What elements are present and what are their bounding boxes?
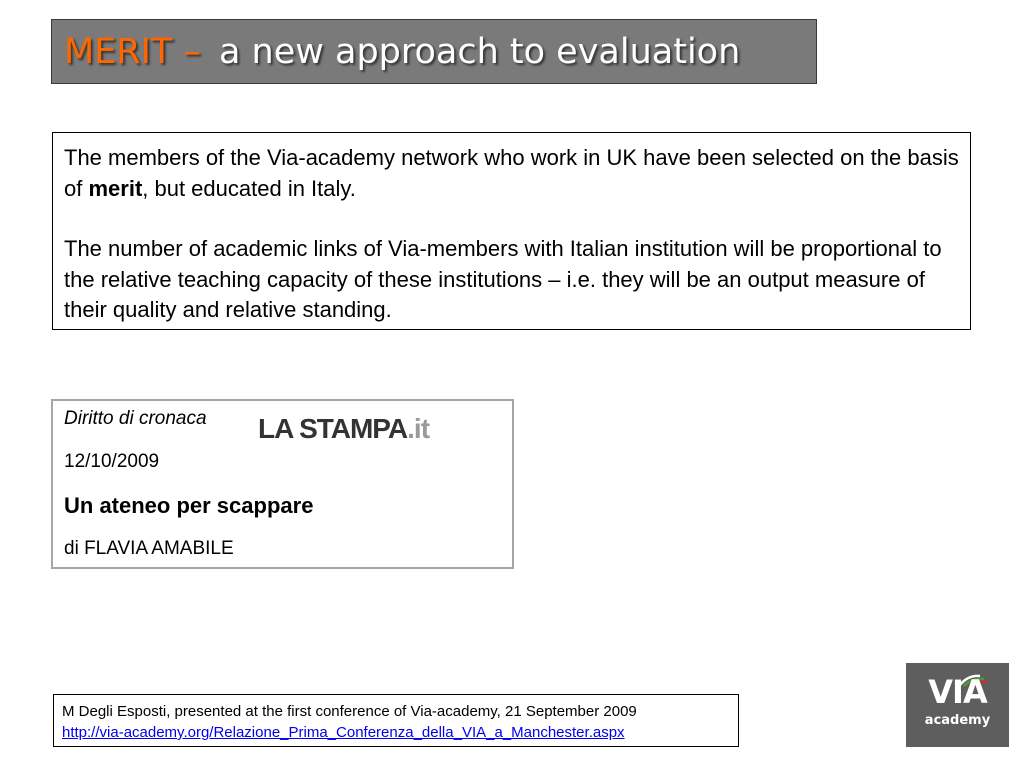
via-academy-logo <box>906 663 1009 747</box>
news-article-box <box>51 399 514 569</box>
title-rest: a new approach to evaluation <box>218 31 741 72</box>
logo-main-text: LA STAMPA <box>258 413 408 444</box>
article-author: di FLAVIA AMABILE <box>64 538 234 559</box>
citation-text: M Degli Esposti, presented at the first conference of Via-academy, 21 September 2009 <box>62 703 637 720</box>
via-word-text: academy <box>924 713 991 728</box>
article-headline: Un ateneo per scappare <box>64 493 314 518</box>
citation-box <box>53 694 739 747</box>
slide-title <box>51 19 817 84</box>
intro-paragraph-2: The number of academic links of Via-members with Italian institution will be proportional to the relative teaching capacity of these institutions – i.e. they will be an output measure of their quality and relative standing. <box>64 236 942 322</box>
title-accent: MERIT – <box>64 31 201 72</box>
intro-text-box <box>52 132 971 330</box>
intro-p1-after: , but educated in Italy. <box>142 175 356 201</box>
logo-suffix-text: .it <box>407 413 430 444</box>
article-section: Diritto di cronaca <box>64 408 207 429</box>
intro-p1-bold: merit <box>88 175 143 201</box>
via-mark-text: VIA <box>928 673 987 711</box>
intro-paragraph-1 <box>64 143 960 204</box>
citation-link[interactable]: http://via-academy.org/Relazione_Prima_Conferenza_della_VIA_a_Manchester.aspx <box>62 724 625 741</box>
intro-p1-before: The members of the Via-academy network who work in UK have been selected on the basis of <box>64 145 959 201</box>
la-stampa-logo <box>258 415 429 443</box>
article-date: 12/10/2009 <box>64 451 160 472</box>
